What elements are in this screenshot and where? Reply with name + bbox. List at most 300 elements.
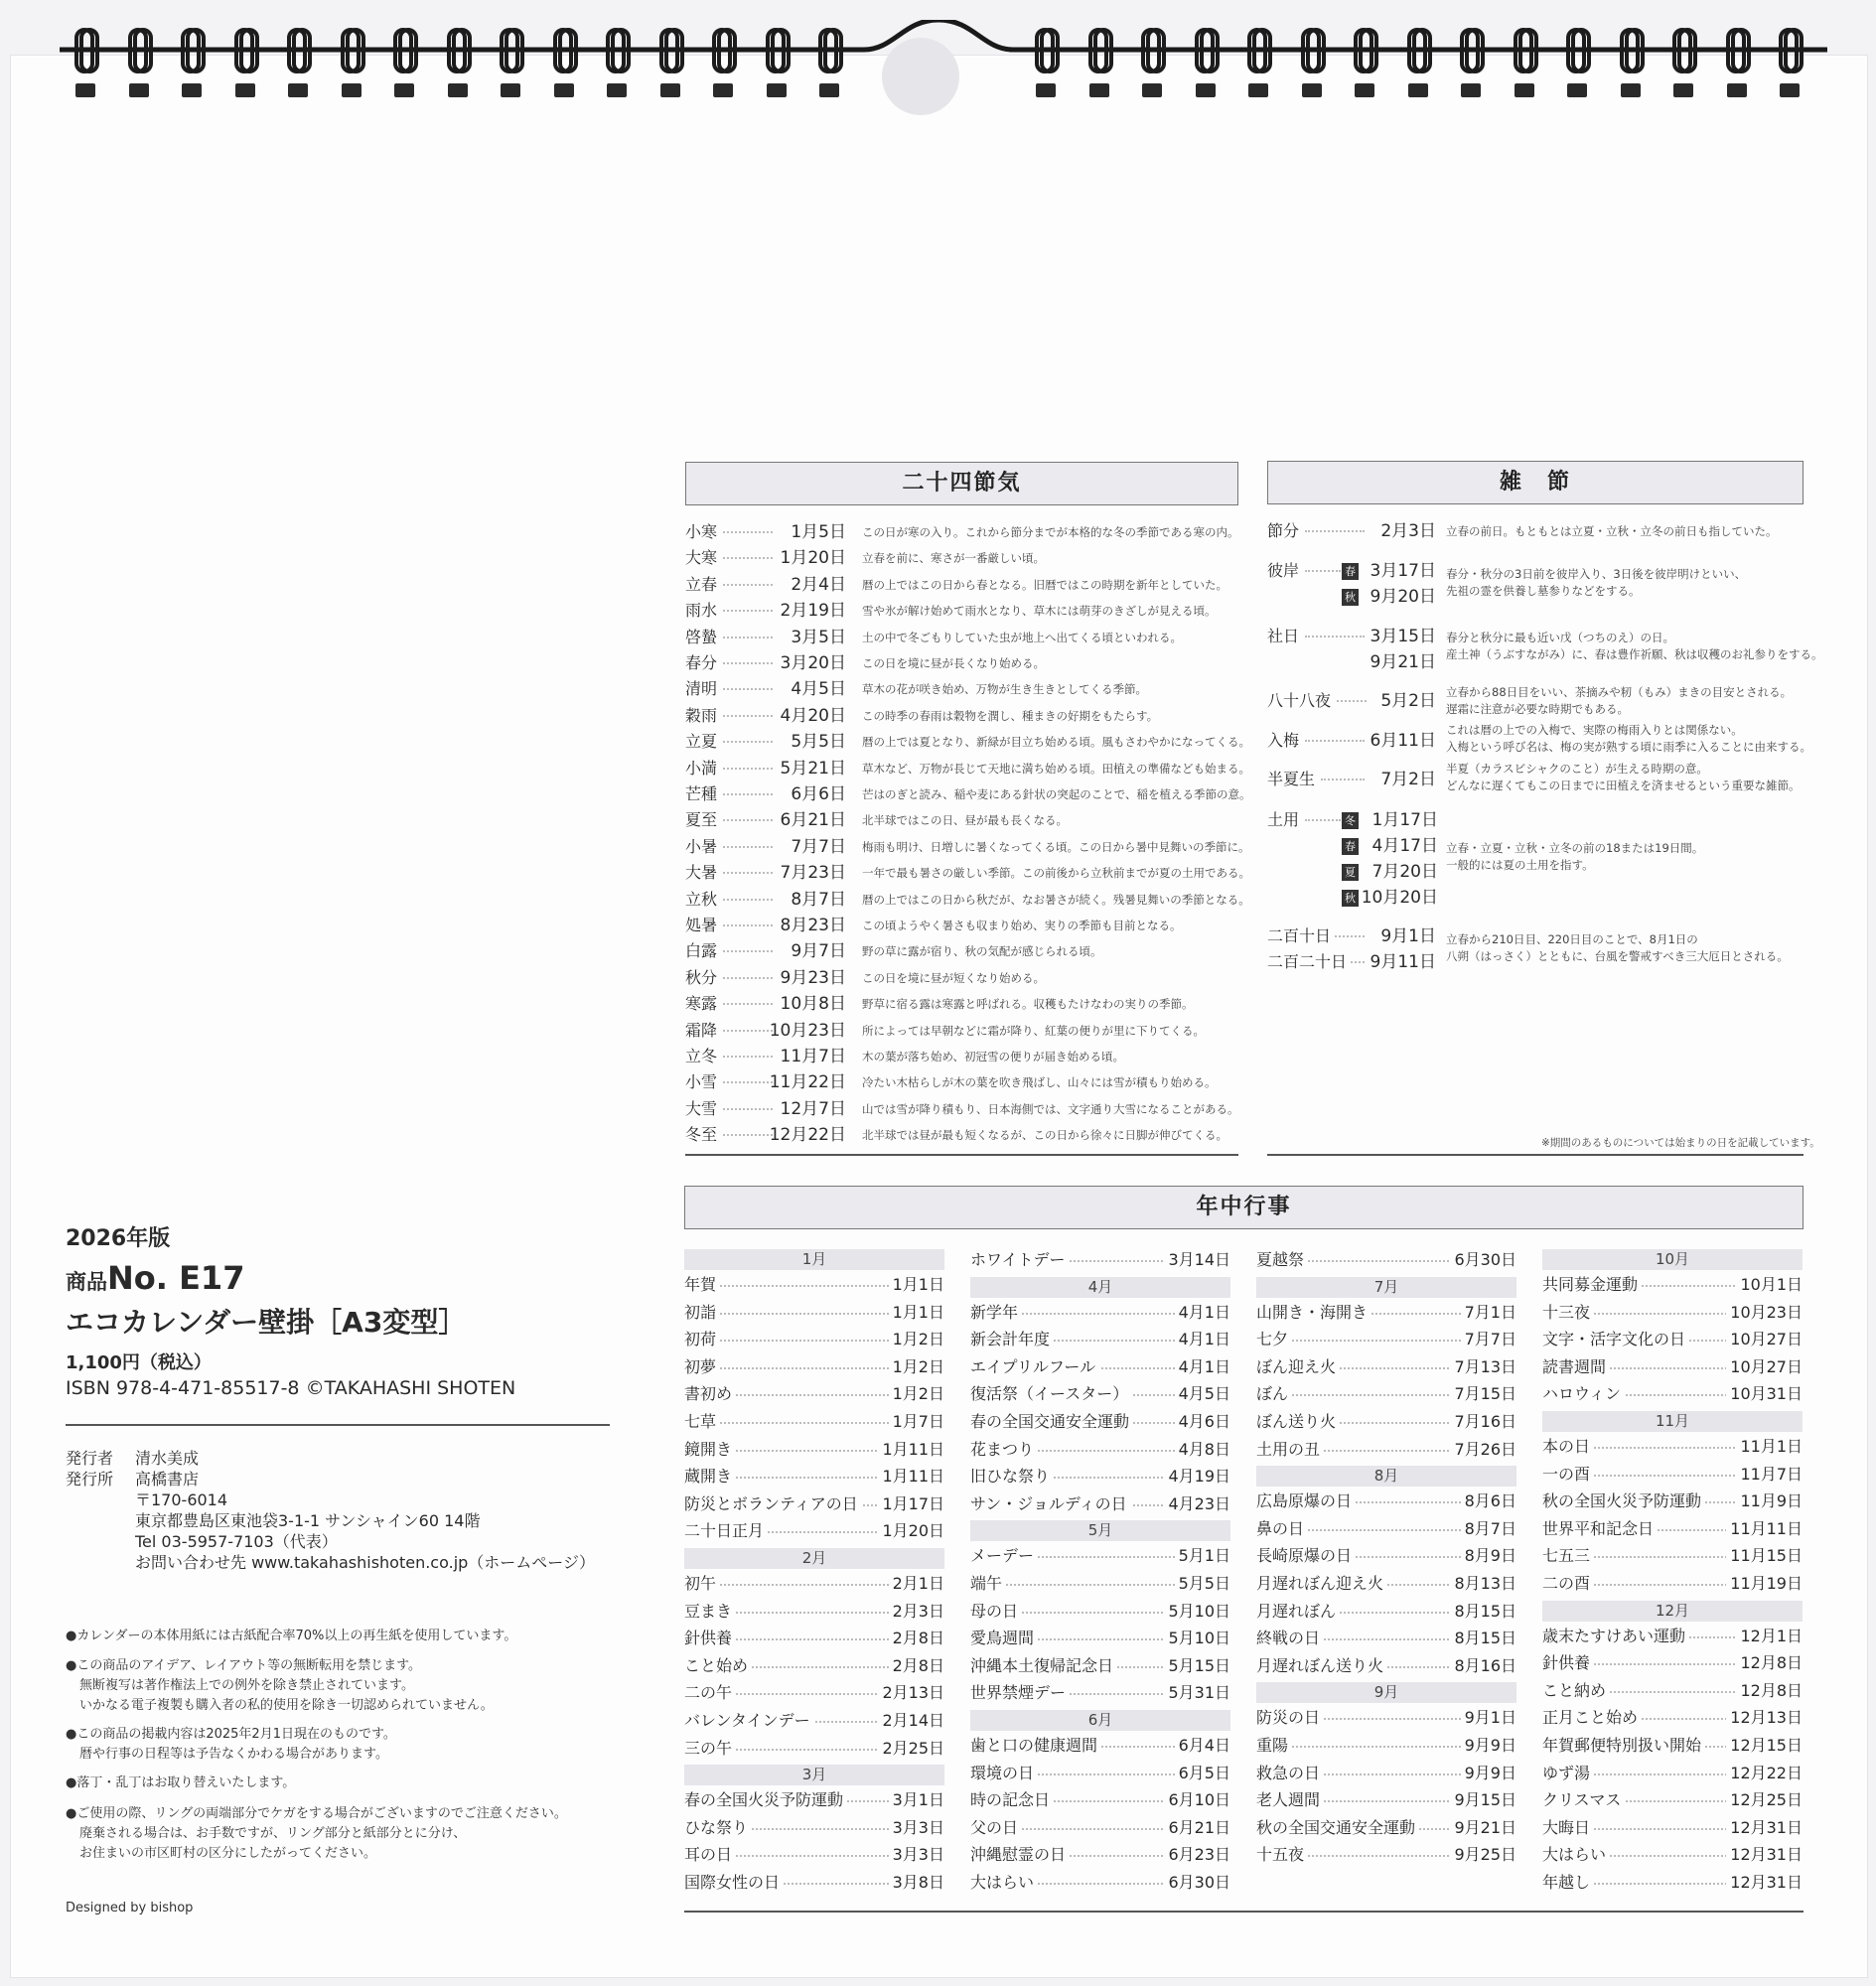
event-date: 6月4日 [1175, 1732, 1230, 1760]
event-date: 2月14日 [878, 1707, 944, 1735]
event-name: 救急の日 [1256, 1760, 1324, 1787]
zassetsu-date: 4月17日 [1371, 836, 1438, 856]
sekki-name: 雨水 [685, 601, 718, 621]
sekki-row [685, 1044, 1238, 1069]
event-row [1542, 1869, 1803, 1897]
sekki-row [685, 807, 1238, 833]
event-row [684, 1814, 944, 1842]
event-date: 1月20日 [878, 1517, 944, 1545]
zassetsu-name: 八十八夜 [1267, 691, 1332, 710]
event-name: 二十日正月 [684, 1517, 768, 1545]
event-name: 初午 [684, 1570, 720, 1598]
sekki-row [685, 781, 1251, 807]
zassetsu-setsubun [1267, 518, 1804, 544]
sekki-row [685, 834, 1250, 860]
season-tag: 夏 [1342, 864, 1359, 881]
event-name: 年賀郵便特別扱い開始 [1542, 1732, 1705, 1760]
sekki-name: 小満 [685, 758, 718, 778]
event-row [970, 1299, 1230, 1327]
note-line: 無断複写は著作権法上での例外を除き禁止されています。 [79, 1678, 414, 1693]
event-name: 初詣 [684, 1299, 720, 1327]
event-name: 二の午 [684, 1679, 736, 1707]
event-row [970, 1679, 1230, 1707]
binding-ring [232, 28, 258, 99]
event-name: 豆まき [684, 1598, 736, 1626]
note-line: いかなる電子複製も購入者の私的使用を除き一切認められていません。 [79, 1698, 494, 1713]
note-line: お住まいの市区町村の区分にしたがってください。 [79, 1846, 377, 1861]
sekki-date: 9月7日 [791, 941, 846, 962]
zassetsu-name: 節分 [1267, 521, 1300, 540]
event-date: 12月25日 [1726, 1786, 1803, 1814]
sekki-date: 3月5日 [791, 627, 846, 647]
event-row [970, 1380, 1230, 1408]
zassetsu-date: 9月1日 [1380, 926, 1436, 946]
zassetsu-desc: 立春から210日目、220日目のことで、8月1日の [1446, 932, 1698, 946]
zassetsu-desc: 立春の前日。もともとは立夏・立秋・立冬の前日も指していた。 [1446, 524, 1778, 538]
event-row [1542, 1760, 1803, 1787]
event-date: 9月1日 [1461, 1704, 1516, 1732]
zassetsu-bottom-rule [1267, 1154, 1804, 1156]
event-date: 5月10日 [1164, 1598, 1230, 1626]
zassetsu-name: 半夏生 [1267, 770, 1316, 788]
house: 高橋書店 [135, 1470, 200, 1489]
zassetsu-doyou [1267, 807, 1804, 913]
zassetsu-date: 9月20日 [1370, 587, 1436, 607]
event-row [1542, 1841, 1803, 1869]
sekki-desc: 野草に宿る露は寒露と呼ばれる。収穫もたけなわの実りの季節。 [862, 997, 1194, 1012]
event-date: 11月9日 [1736, 1488, 1803, 1515]
tel: Tel 03-5957-7103（代表） [135, 1532, 338, 1551]
event-date: 5月31日 [1164, 1679, 1230, 1707]
isbn: ISBN 978-4-471-85517-8 ©TAKAHASHI SHOTEN [66, 1377, 516, 1399]
info-rule [66, 1424, 610, 1426]
event-date: 11月1日 [1736, 1433, 1803, 1461]
sekki-row [685, 965, 1238, 991]
sekki-row [685, 1069, 1238, 1095]
zassetsu-hangesho [1267, 762, 1804, 806]
sekki-date: 12月22日 [769, 1125, 846, 1146]
event-name: 年賀 [684, 1271, 720, 1299]
zassetsu-name: 彼岸 [1267, 561, 1300, 580]
event-date: 9月25日 [1450, 1841, 1516, 1869]
event-row [1256, 1704, 1516, 1732]
event-date: 11月19日 [1726, 1570, 1803, 1598]
event-date: 4月1日 [1175, 1353, 1230, 1381]
event-date: 6月30日 [1450, 1246, 1516, 1274]
event-date: 1月17日 [878, 1490, 944, 1518]
zassetsu-date: 6月11日 [1370, 731, 1436, 751]
month-header: 11月 [1542, 1411, 1803, 1432]
sekki-name: 処暑 [685, 916, 718, 934]
event-date: 9月15日 [1450, 1786, 1516, 1814]
sekki-row [685, 650, 1238, 676]
zassetsu-nihyakutoka [1267, 923, 1804, 975]
event-row [1542, 1677, 1803, 1705]
zassetsu-date: 3月17日 [1370, 561, 1436, 581]
sekki-row [685, 1096, 1238, 1122]
event-date: 9月9日 [1461, 1732, 1516, 1760]
event-date: 6月10日 [1164, 1786, 1230, 1814]
binding-ring [1670, 28, 1696, 99]
event-date: 7月7日 [1461, 1326, 1516, 1353]
event-date: 11月11日 [1726, 1515, 1803, 1543]
event-name: 十五夜 [1256, 1841, 1308, 1869]
sekki-date: 8月7日 [791, 889, 846, 910]
zassetsu-date: 7月2日 [1380, 770, 1436, 789]
event-row [970, 1463, 1230, 1490]
event-date: 11月7日 [1736, 1461, 1803, 1489]
event-row [970, 1326, 1230, 1353]
event-date: 6月5日 [1175, 1760, 1230, 1787]
event-row [684, 1652, 944, 1680]
zassetsu-desc: 春分・秋分の3日前を彼岸入り、3日後を彼岸明けといい、 [1446, 567, 1747, 581]
sekki-date: 11月22日 [769, 1072, 846, 1093]
event-row [970, 1490, 1230, 1518]
sekki-date: 4月20日 [780, 705, 846, 726]
event-date: 2月8日 [889, 1652, 944, 1680]
sekki-desc: 土の中で冬ごもりしていた虫が地上へ出てくる頃といわれる。 [862, 630, 1182, 644]
sekki-row [685, 1018, 1238, 1044]
binding-ring [710, 28, 736, 99]
event-row [1256, 1408, 1516, 1436]
sekki-date: 6月6日 [791, 784, 846, 804]
event-date: 12月8日 [1736, 1649, 1803, 1677]
event-name: ひな祭り [684, 1814, 752, 1842]
event-date: 3月1日 [889, 1786, 944, 1814]
event-date: 7月15日 [1450, 1380, 1516, 1408]
sekki-name: 穀雨 [685, 705, 718, 725]
event-date: 11月15日 [1726, 1542, 1803, 1570]
event-date: 12月15日 [1726, 1732, 1803, 1760]
note-line: 廃棄される場合は、お手数ですが、リング部分と紙部分とに分け、 [79, 1826, 467, 1841]
season-tag: 春 [1342, 838, 1359, 855]
sekki-row [685, 598, 1238, 624]
event-row [1256, 1246, 1516, 1274]
event-row [684, 1869, 944, 1897]
binding-ring [391, 28, 417, 99]
binding-ring [816, 28, 842, 99]
event-date: 5月15日 [1164, 1652, 1230, 1680]
event-name: 書初め [684, 1380, 736, 1408]
binding-ring [498, 28, 523, 99]
event-row [684, 1299, 944, 1327]
event-date: 5月1日 [1175, 1542, 1230, 1570]
event-row [1542, 1786, 1803, 1814]
sekki-desc: 立春を前に、寒さが一番厳しい頃。 [862, 551, 1045, 566]
event-name: 母の日 [970, 1598, 1022, 1626]
event-row [970, 1598, 1230, 1626]
event-name: 新会計年度 [970, 1326, 1054, 1353]
note-line: ●落丁・乱丁はお取り替えいたします。 [66, 1775, 296, 1790]
event-name: 終戦の日 [1256, 1625, 1324, 1652]
sekki-row [685, 991, 1238, 1017]
event-row [970, 1760, 1230, 1787]
edition: 2026年版 [66, 1226, 171, 1251]
sekki-desc: この日が寒の入り。これから節分までが本格的な冬の季節である寒の内。 [862, 525, 1239, 539]
event-row [684, 1625, 944, 1652]
event-row [1256, 1625, 1516, 1652]
zassetsu-date: 9月21日 [1370, 652, 1436, 672]
event-date: 8月15日 [1450, 1625, 1516, 1652]
season-tag: 秋 [1342, 589, 1359, 606]
event-row [684, 1271, 944, 1299]
zassetsu-desc: 立春から88日目をいい、茶摘みや籾（もみ）まきの目安とされる。 [1446, 685, 1793, 699]
zassetsu-date: 2月3日 [1380, 521, 1436, 541]
zassetsu-date: 10月20日 [1361, 888, 1438, 908]
event-name: サン・ジョルディの日 [970, 1490, 1131, 1518]
event-date: 8月6日 [1461, 1488, 1516, 1515]
zassetsu-desc: 立春・立夏・立秋・立冬の前の18または19日間。 [1446, 841, 1704, 855]
season-tag: 冬 [1342, 812, 1359, 829]
event-name: 山開き・海開き [1256, 1299, 1371, 1327]
event-row [970, 1542, 1230, 1570]
event-date: 9月9日 [1461, 1760, 1516, 1787]
event-row [684, 1735, 944, 1763]
event-date: 10月27日 [1726, 1353, 1803, 1381]
sekki-date: 6月21日 [780, 810, 846, 831]
binding-ring [1564, 28, 1590, 99]
sekki-desc: 暦の上ではこの日から秋だが、なお暑さが続く。残暑見舞いの季節となる。 [862, 892, 1250, 907]
event-name: 老人週間 [1256, 1786, 1324, 1814]
event-row [1542, 1542, 1803, 1570]
event-date: 4月1日 [1175, 1326, 1230, 1353]
event-row [970, 1408, 1230, 1436]
binding-ring [1458, 28, 1484, 99]
sekki-row [685, 729, 1250, 755]
binding-ring [1139, 28, 1165, 99]
event-name: 蔵開き [684, 1463, 736, 1490]
event-row [970, 1652, 1230, 1680]
event-date: 2月8日 [889, 1625, 944, 1652]
house-label: 発行所 [66, 1470, 114, 1489]
sekki-row [685, 1122, 1238, 1148]
event-date: 4月1日 [1175, 1299, 1230, 1327]
event-name: 正月こと始め [1542, 1704, 1642, 1732]
sekki-row [685, 572, 1238, 598]
event-date: 2月25日 [878, 1735, 944, 1763]
sekki-date: 8月23日 [780, 916, 846, 935]
zassetsu-name: 社日 [1267, 627, 1300, 645]
sekki-date: 5月5日 [791, 732, 846, 753]
event-name: 年越し [1542, 1869, 1594, 1897]
event-date: 2月1日 [889, 1570, 944, 1598]
sekki-desc: 北半球ではこの日、昼が最も長くなる。 [862, 813, 1068, 828]
event-date: 6月21日 [1164, 1814, 1230, 1842]
sekki-bottom-rule [685, 1154, 1238, 1156]
note-line: ●ご使用の際、リングの両端部分でケガをする場合がございますのでご注意ください。 [66, 1806, 567, 1821]
event-row [1542, 1433, 1803, 1461]
binding-ring [72, 28, 98, 99]
event-date: 12月22日 [1726, 1760, 1803, 1787]
event-name: 針供養 [684, 1625, 736, 1652]
event-name: 二の酉 [1542, 1570, 1594, 1598]
event-name: エイプリルフール [970, 1353, 1099, 1381]
note-line: 暦や行事の日程等は予告なくかわる場合があります。 [79, 1747, 388, 1762]
product-name: エコカレンダー壁掛［A3変型］ [66, 1306, 467, 1339]
sekki-name: 夏至 [685, 810, 718, 830]
event-name: 防災の日 [1256, 1704, 1324, 1732]
sekki-row [685, 860, 1250, 886]
zassetsu-desc: 遅霜に注意が必要な時期でもある。 [1446, 702, 1629, 716]
sekki-name: 小寒 [685, 522, 718, 541]
zassetsu-date: 9月11日 [1370, 952, 1436, 972]
month-header: 3月 [684, 1765, 944, 1785]
binding-ring [1299, 28, 1325, 99]
sekki-name: 清明 [685, 679, 718, 699]
event-row [1256, 1436, 1516, 1464]
event-row [1542, 1649, 1803, 1677]
sekki-date: 10月23日 [769, 1020, 846, 1041]
event-row [1256, 1542, 1516, 1570]
event-row [1256, 1515, 1516, 1543]
sekki-name: 霜降 [685, 1020, 718, 1040]
sekki-row [685, 913, 1238, 938]
event-date: 1月2日 [889, 1353, 944, 1381]
binding-ring [126, 28, 152, 99]
event-row [1542, 1488, 1803, 1515]
zassetsu-desc: 先祖の霊を供養し墓参りなどをする。 [1446, 584, 1641, 598]
sekki-desc: 木の葉が落ち始め、初冠雪の便りが届き始める頃。 [862, 1050, 1125, 1064]
month-header: 7月 [1256, 1277, 1516, 1298]
event-date: 7月16日 [1450, 1408, 1516, 1436]
sekki-desc: この日を境に昼が長くなり始める。 [862, 656, 1045, 670]
sekki-date: 1月20日 [780, 548, 846, 569]
event-row [1256, 1380, 1516, 1408]
zassetsu-title: 雑 節 [1267, 461, 1804, 504]
binding-ring [1405, 28, 1431, 99]
event-row [970, 1246, 1230, 1274]
binding-ring [1352, 28, 1377, 99]
event-row [1256, 1732, 1516, 1760]
sekki-row [685, 519, 1238, 545]
event-name: 大はらい [970, 1869, 1038, 1897]
event-row [1256, 1488, 1516, 1515]
event-name: 国際女性の日 [684, 1869, 784, 1897]
event-name: メーデー [970, 1542, 1038, 1570]
product-no: No. E17 [107, 1259, 245, 1297]
binding-ring [551, 28, 577, 99]
sekki-desc: 北半球では昼が最も短くなるが、この日から徐々に日脚が伸びてくる。 [862, 1128, 1227, 1143]
zassetsu-desc: 一般的には夏の土用を指す。 [1446, 858, 1594, 872]
sekki-date: 5月21日 [780, 758, 846, 779]
event-name: ぼん [1256, 1380, 1292, 1408]
sekki-name: 立夏 [685, 732, 718, 752]
event-name: 三の午 [684, 1735, 736, 1763]
event-row [1542, 1380, 1803, 1408]
event-date: 6月23日 [1164, 1841, 1230, 1869]
event-date: 1月11日 [878, 1463, 944, 1490]
event-name: 針供養 [1542, 1649, 1594, 1677]
month-header: 1月 [684, 1249, 944, 1270]
sekki-desc: この頃ようやく暑さも収まり始め、実りの季節も目前となる。 [862, 919, 1182, 932]
note-line: ●この商品の掲載内容は2025年2月1日現在のものです。 [66, 1727, 396, 1742]
event-date: 4月5日 [1175, 1380, 1230, 1408]
sekki-name: 小雪 [685, 1072, 718, 1092]
event-row [970, 1869, 1230, 1897]
event-name: 春の全国交通安全運動 [970, 1408, 1133, 1436]
binding-ring [285, 28, 311, 99]
note-line: ●この商品のアイデア、レイアウト等の無断転用を禁じます。 [66, 1658, 422, 1673]
binding-ring [179, 28, 205, 99]
event-name: 耳の日 [684, 1841, 736, 1869]
event-date: 3月14日 [1164, 1246, 1230, 1274]
event-row [1542, 1515, 1803, 1543]
event-name: 歯と口の健康週間 [970, 1732, 1101, 1760]
zassetsu-name: 土用 [1267, 810, 1300, 829]
event-date: 9月21日 [1450, 1814, 1516, 1842]
wire-hanger [60, 20, 1827, 79]
event-date: 3月3日 [889, 1814, 944, 1842]
event-name: ぼん迎え火 [1256, 1353, 1340, 1381]
event-row [1542, 1326, 1803, 1353]
sekki-title: 二十四節気 [685, 462, 1238, 505]
event-date: 2月3日 [889, 1598, 944, 1626]
events-bottom-rule [684, 1911, 1804, 1913]
event-row [684, 1841, 944, 1869]
sekki-name: 立冬 [685, 1047, 718, 1065]
event-date: 12月8日 [1736, 1677, 1803, 1705]
sekki-date: 1月5日 [791, 522, 846, 542]
event-name: 土用の丑 [1256, 1436, 1324, 1464]
event-date: 10月31日 [1726, 1380, 1803, 1408]
event-name: 沖縄慰霊の日 [970, 1841, 1070, 1869]
zassetsu-name: 二百二十日 [1267, 952, 1348, 971]
event-row [1542, 1623, 1803, 1650]
event-date: 8月16日 [1450, 1652, 1516, 1680]
zassetsu-footnote: ※期間のあるものについては始まりの日を記載しています。 [1541, 1137, 1820, 1149]
month-header: 9月 [1256, 1682, 1516, 1703]
event-date: 12月31日 [1726, 1841, 1803, 1869]
event-date: 6月30日 [1164, 1869, 1230, 1897]
event-date: 1月1日 [889, 1271, 944, 1299]
month-header: 4月 [970, 1277, 1230, 1298]
event-name: ゆず湯 [1542, 1760, 1594, 1787]
binding-ring [1724, 28, 1750, 99]
event-row [1256, 1353, 1516, 1381]
event-name: ハロウィン [1542, 1380, 1625, 1408]
event-date: 8月7日 [1461, 1515, 1516, 1543]
event-name: 長崎原爆の日 [1256, 1542, 1356, 1570]
sekki-name: 春分 [685, 653, 718, 672]
event-row [684, 1326, 944, 1353]
zassetsu-shanichi [1267, 624, 1823, 675]
event-row [1256, 1786, 1516, 1814]
event-row [1256, 1841, 1516, 1869]
event-name: 七草 [684, 1408, 720, 1436]
event-row [1542, 1299, 1803, 1327]
sekki-desc: 草木の花が咲き始め、万物が生き生きとしてくる季節。 [862, 682, 1148, 697]
sekki-row [685, 938, 1238, 964]
month-header: 2月 [684, 1548, 944, 1569]
binding-ring [1245, 28, 1271, 99]
zassetsu-desc: 半夏（カラスビシャクのこと）が生える時期の意。 [1446, 762, 1708, 776]
product-prefix: 商品 [66, 1270, 107, 1294]
event-name: 鼻の日 [1256, 1515, 1308, 1543]
zassetsu-date: 5月2日 [1380, 691, 1436, 711]
event-name: 旧ひな祭り [970, 1463, 1054, 1490]
event-date: 8月13日 [1450, 1570, 1516, 1598]
binding-ring [1193, 28, 1219, 99]
zassetsu-date: 3月15日 [1370, 627, 1436, 646]
event-row [970, 1786, 1230, 1814]
sekki-desc: この時季の春雨は穀物を潤し、種まきの好期をもたらす。 [862, 708, 1159, 723]
zassetsu-desc: 八朔（はっさく）とともに、台風を警戒すべき三大厄日とされる。 [1446, 949, 1789, 963]
event-name: 秋の全国交通安全運動 [1256, 1814, 1419, 1842]
event-date: 7月26日 [1450, 1436, 1516, 1464]
sekki-date: 3月20日 [780, 653, 846, 673]
event-name: 七五三 [1542, 1542, 1594, 1570]
event-name: 大晦日 [1542, 1814, 1594, 1842]
